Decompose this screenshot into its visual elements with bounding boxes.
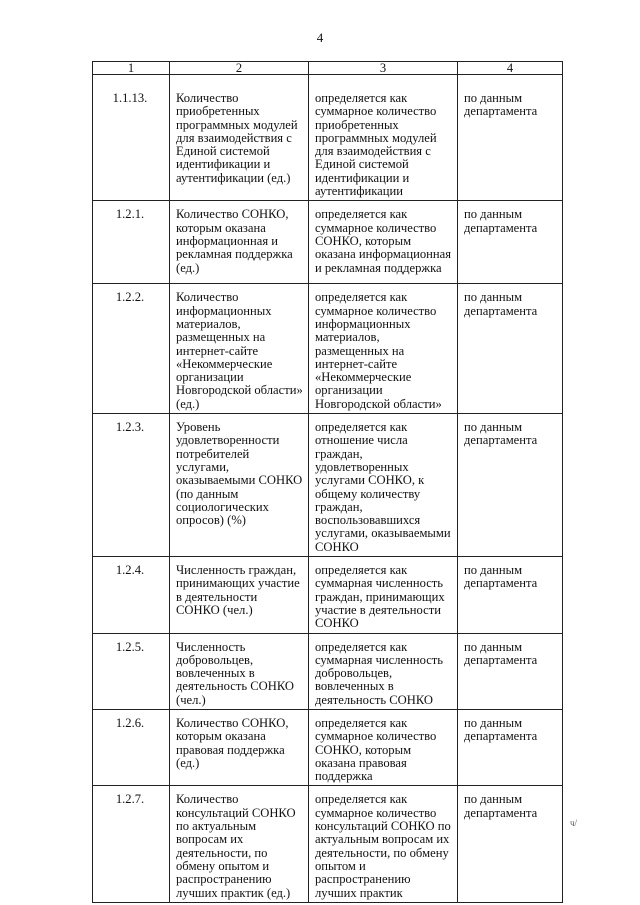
table-row (93, 709, 563, 785)
column-header-1: 1 (93, 62, 170, 75)
column-header-2: 2 (170, 62, 309, 75)
data-source: по данным департамента (458, 201, 563, 284)
data-source: по данным департамента (458, 633, 563, 709)
calculation-method: определяется как суммарное количество информационных материалов, размещенных на интернет-сайте «Некоммерческие организации Новгородской области» (309, 284, 458, 414)
indicator-number: 1.1.13. (93, 75, 170, 201)
indicator-name: Численность граждан, принимающих участие в деятельности СОНКО (чел.) (170, 557, 309, 633)
indicator-name: Количество информационных материалов, размещенных на интернет-сайте «Некоммерческие организации Новгородской области» (ед.) (170, 284, 309, 414)
calculation-method: определяется как суммарное количество консультаций СОНКО по актуальным вопросам их деятельности, по обмену опытом и распространению лучших практик (309, 786, 458, 902)
indicator-number: 1.2.2. (93, 284, 170, 414)
handwritten-mark: ч/ (570, 818, 578, 828)
calculation-method: определяется как суммарное количество СОНКО, которым оказана информационная и рекламная поддержка (309, 201, 458, 284)
indicator-number: 1.2.6. (93, 709, 170, 785)
indicator-name: Уровень удовлетворенности потребителей услугами, оказываемыми СОНКО (по данным социологических опросов) (%) (170, 414, 309, 557)
calculation-method: определяется как суммарная численность граждан, принимающих участие в деятельности СОНКО (309, 557, 458, 633)
calculation-method: определяется как суммарная численность добровольцев, вовлеченных в деятельность СОНКО (309, 633, 458, 709)
table-row (93, 284, 563, 414)
indicator-number: 1.2.1. (93, 201, 170, 284)
indicator-name: Количество консультаций СОНКО по актуальным вопросам их деятельности, по обмену опытом и распространению лучших практик (ед.) (170, 786, 309, 902)
page-number: 4 (316, 30, 324, 45)
calculation-method: определяется как суммарное количество СОНКО, которым оказана правовая поддержка (309, 709, 458, 785)
indicator-number: 1.2.7. (93, 786, 170, 902)
indicator-name: Количество СОНКО, которым оказана правовая поддержка (ед.) (170, 709, 309, 785)
data-source: по данным департамента (458, 786, 563, 902)
indicator-name: Количество СОНКО, которым оказана информационная и рекламная поддержка (ед.) (170, 201, 309, 284)
data-source: по данным департамента (458, 709, 563, 785)
indicator-name: Количество приобретенных программных модулей для взаимодействия с Единой системой идентификации и аутентификации (ед.) (170, 75, 309, 201)
indicators-table (92, 61, 563, 903)
column-header-3: 3 (309, 62, 458, 75)
calculation-method: определяется как суммарное количество приобретенных программных модулей для взаимодействия с Единой системой идентификации и аутентификации (309, 75, 458, 201)
table-row (93, 201, 563, 284)
indicator-number: 1.2.4. (93, 557, 170, 633)
calculation-method: определяется как отношение числа граждан, удовлетворенных услугами СОНКО, к общему количеству граждан, воспользовавшихся услугами, оказываемыми СОНКО (309, 414, 458, 557)
table-header-row (93, 62, 563, 75)
indicator-number: 1.2.3. (93, 414, 170, 557)
table-row (93, 633, 563, 709)
data-source: по данным департамента (458, 557, 563, 633)
table-row (93, 414, 563, 557)
data-source: по данным департамента (458, 284, 563, 414)
table-row (93, 786, 563, 902)
column-header-4: 4 (458, 62, 563, 75)
data-source: по данным департамента (458, 414, 563, 557)
table-row (93, 75, 563, 201)
table-row (93, 557, 563, 633)
indicator-name: Численность добровольцев, вовлеченных в деятельность СОНКО (чел.) (170, 633, 309, 709)
data-source: по данным департамента (458, 75, 563, 201)
indicator-number: 1.2.5. (93, 633, 170, 709)
